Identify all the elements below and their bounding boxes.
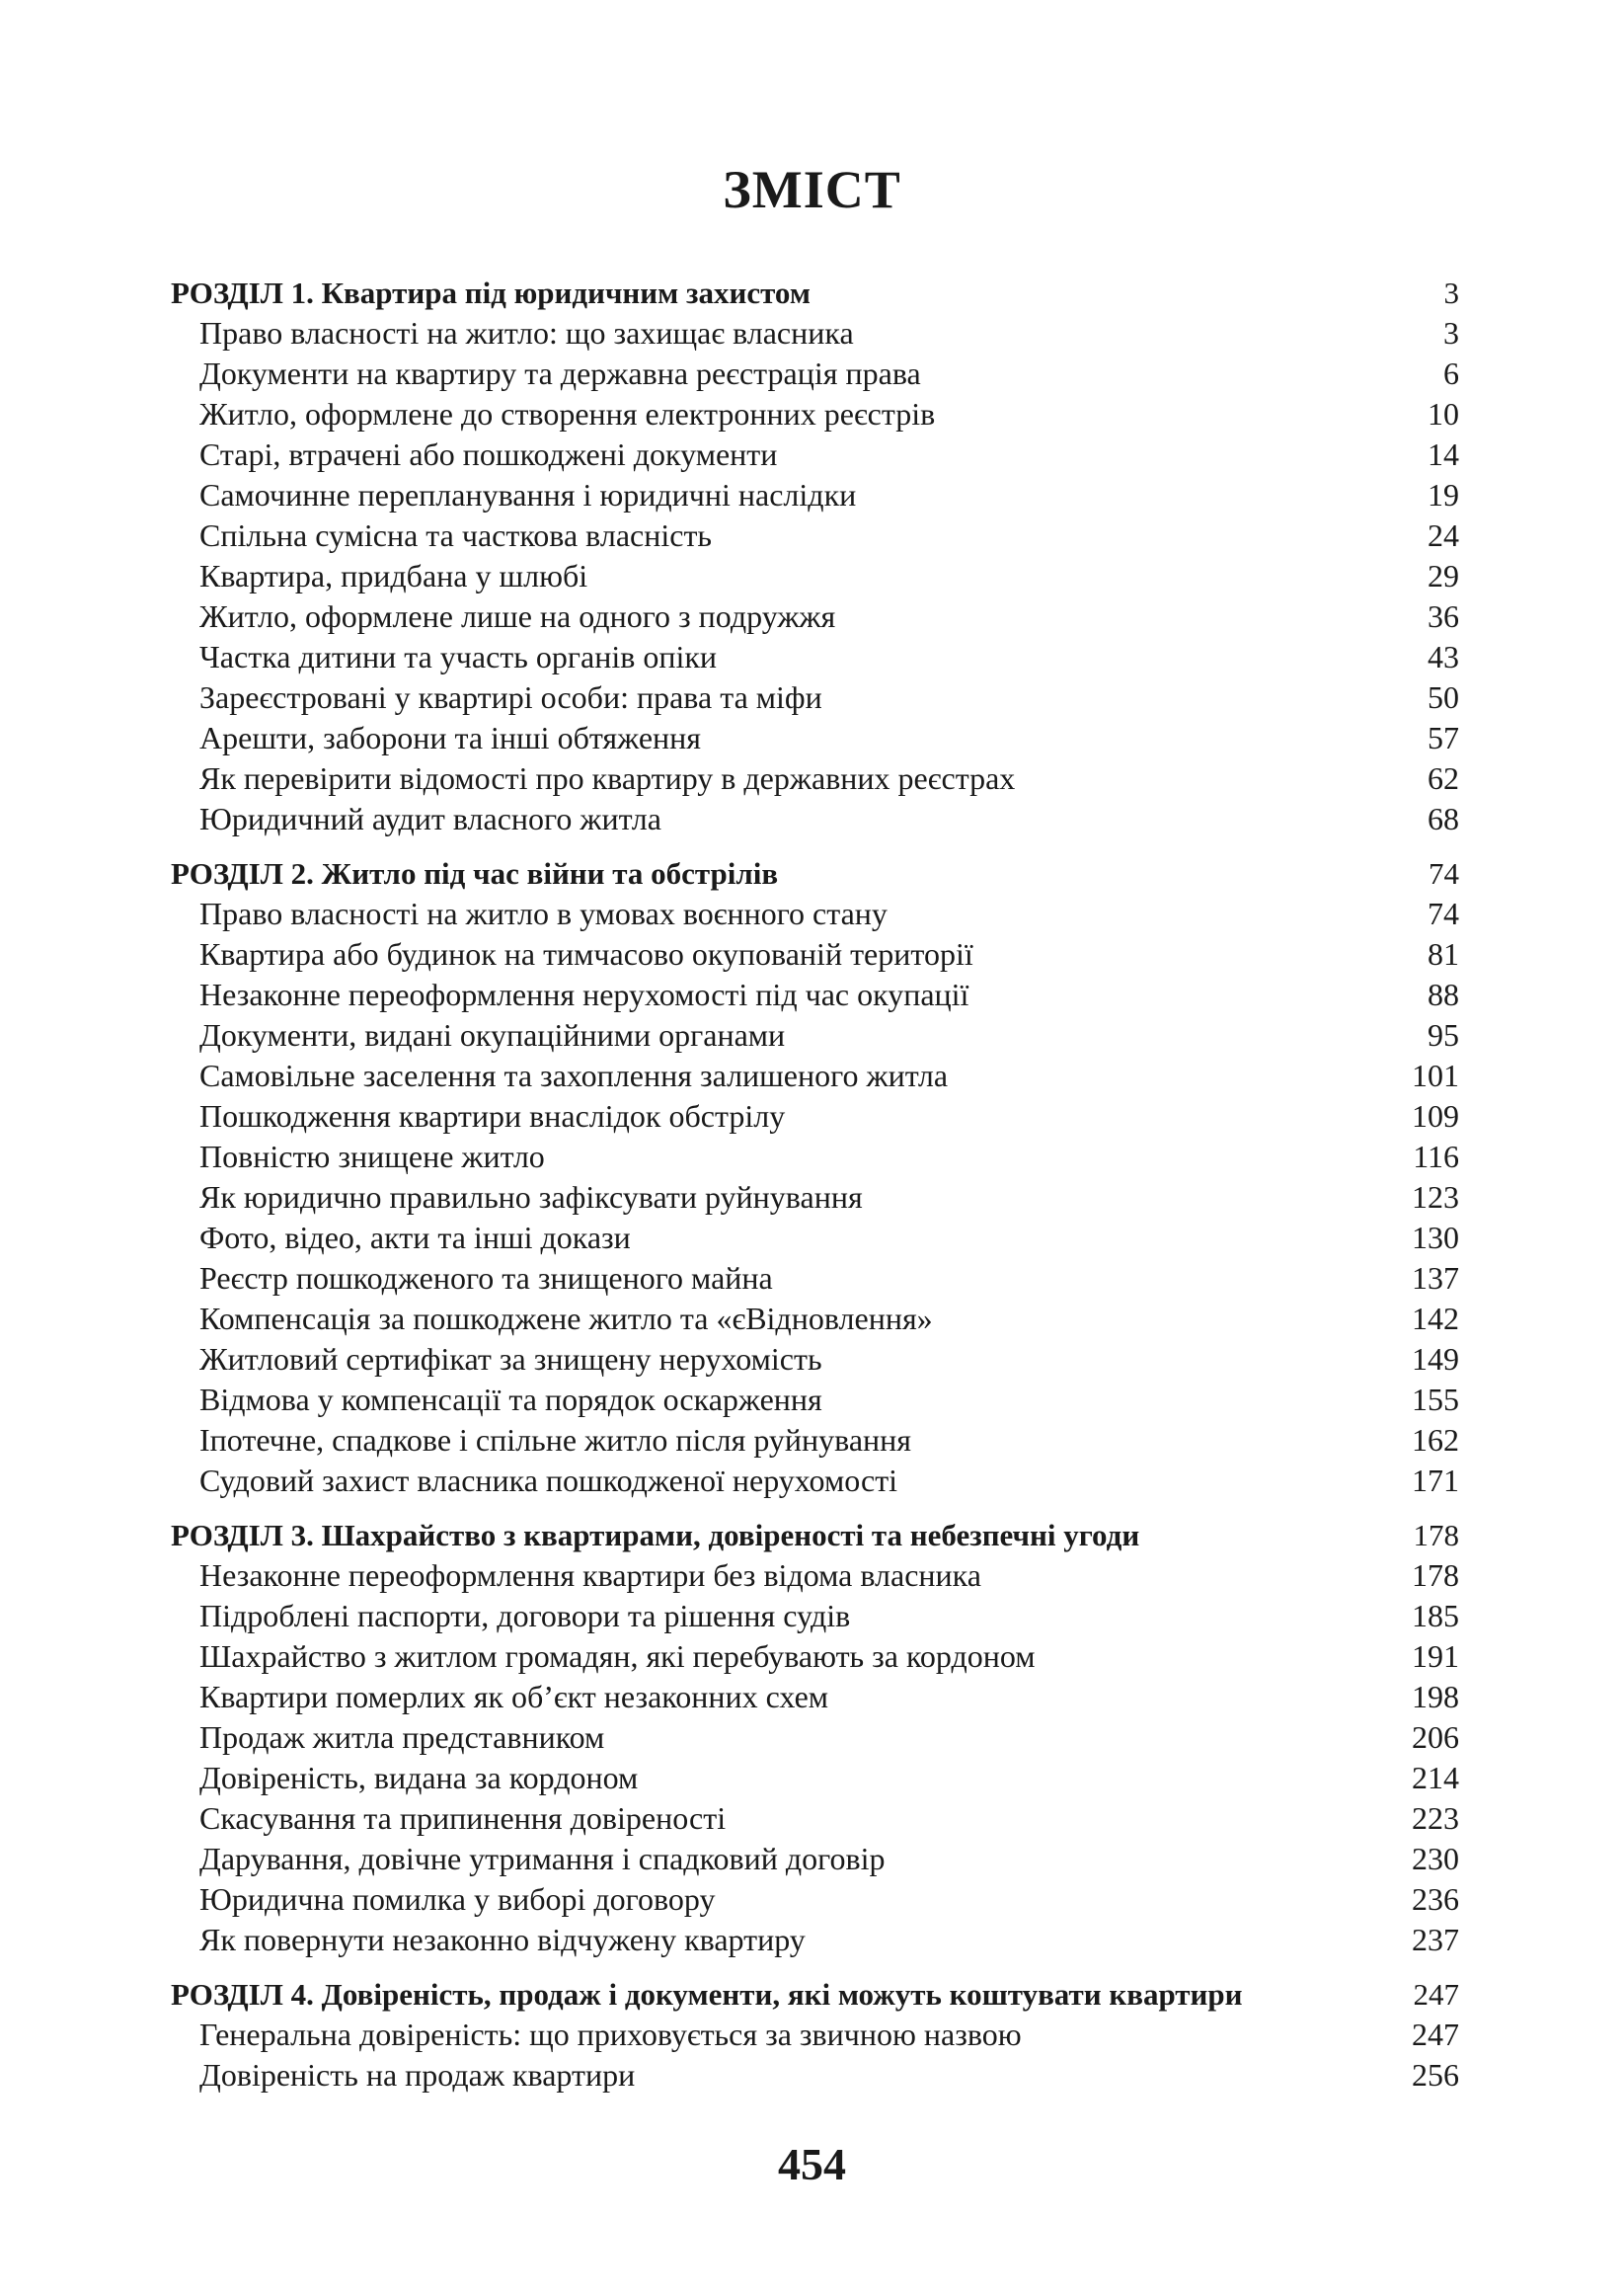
- toc-item: [171, 1677, 1459, 1717]
- toc-item: [171, 1758, 1459, 1798]
- toc-page-number: 19: [1428, 477, 1459, 513]
- toc-entry-title: Шахрайство з житлом громадян, які перебувають за кордоном: [199, 1638, 1036, 1674]
- toc-item: [171, 894, 1459, 934]
- toc-item: [171, 1798, 1459, 1839]
- toc-item: [171, 475, 1459, 515]
- page-number: 454: [778, 2139, 846, 2189]
- toc-entry-title: Квартири померлих як об’єкт незаконних схем: [199, 1679, 829, 1714]
- toc-section: [171, 1974, 1459, 2096]
- toc-item: [171, 435, 1459, 475]
- toc-item: [171, 2055, 1459, 2096]
- toc-entry-title: РОЗДІЛ 3. Шахрайство з квартирами, довіреності та небезпечні угоди: [171, 1518, 1140, 1552]
- toc-entry-title: Право власності на житло в умовах воєнного стану: [199, 896, 888, 931]
- toc-entry-title: Генеральна довіреність: що приховується за звичною назвою: [199, 2017, 1022, 2052]
- toc-entry-title: Довіреність на продаж квартири: [199, 2057, 636, 2093]
- toc-page-number: 256: [1412, 2057, 1459, 2093]
- toc-page-number: 116: [1413, 1139, 1459, 1174]
- toc-page-number: 149: [1412, 1341, 1459, 1377]
- toc-entry-title: Житло, оформлене до створення електронних реєстрів: [199, 396, 936, 432]
- toc-entry-title: Юридична помилка у виборі договору: [199, 1881, 716, 1917]
- toc-item: [171, 354, 1459, 394]
- toc-item: [171, 975, 1459, 1015]
- toc-entry-title: Житло, оформлене лише на одного з подружжя: [199, 598, 836, 634]
- toc-page-number: 155: [1412, 1382, 1459, 1417]
- toc-item: [171, 1137, 1459, 1177]
- toc-entry-title: Право власності на житло: що захищає власника: [199, 315, 854, 351]
- toc-section-heading: [171, 853, 1459, 894]
- toc-page-number: 68: [1428, 801, 1459, 836]
- toc-item: [171, 1717, 1459, 1758]
- toc-item: [171, 677, 1459, 718]
- toc-page-number: 3: [1443, 276, 1459, 310]
- toc-entry-title: Фото, відео, акти та інші докази: [199, 1220, 631, 1255]
- toc-page-number: 236: [1412, 1881, 1459, 1917]
- toc-entry-title: Незаконне переоформлення нерухомості під час окупації: [199, 977, 969, 1012]
- toc-section-heading: [171, 1515, 1459, 1555]
- toc-page-number: 206: [1412, 1719, 1459, 1755]
- toc-item: [171, 1879, 1459, 1920]
- toc-entry-title: Квартира або будинок на тимчасово окупованій території: [199, 936, 973, 972]
- toc-item: [171, 1096, 1459, 1137]
- toc-page-number: 50: [1428, 679, 1459, 715]
- toc-page-number: 185: [1412, 1598, 1459, 1633]
- toc-page-number: 6: [1443, 356, 1459, 391]
- toc-entry-title: Юридичний аудит власного житла: [199, 801, 661, 836]
- toc-section: [171, 1515, 1459, 1960]
- toc-entry-title: Відмова у компенсації та порядок оскарження: [199, 1382, 822, 1417]
- toc-entry-title: Повністю знищене житло: [199, 1139, 545, 1174]
- toc-page-number: 24: [1428, 517, 1459, 553]
- toc-item: [171, 1299, 1459, 1339]
- toc-entry-title: Частка дитини та участь органів опіки: [199, 639, 718, 674]
- toc-entry-title: Як перевірити відомості про квартиру в державних реєстрах: [199, 760, 1016, 796]
- toc-page-number: 36: [1428, 598, 1459, 634]
- toc-entry-title: РОЗДІЛ 1. Квартира під юридичним захистом: [171, 276, 811, 310]
- toc-page-number: 247: [1412, 2017, 1459, 2052]
- toc-entry-title: Незаконне переоформлення квартири без відома власника: [199, 1557, 981, 1593]
- toc-entry-title: Довіреність, видана за кордоном: [199, 1760, 639, 1795]
- toc-page-number: 214: [1412, 1760, 1459, 1795]
- toc-item: [171, 799, 1459, 839]
- toc-item: [171, 2015, 1459, 2055]
- toc-item: [171, 934, 1459, 975]
- toc-page-number: 101: [1412, 1058, 1459, 1093]
- toc-item: [171, 718, 1459, 758]
- toc-entry-title: Іпотечне, спадкове і спільне житло після руйнування: [199, 1422, 912, 1458]
- toc-page-number: 198: [1412, 1679, 1459, 1714]
- toc-item: [171, 1555, 1459, 1596]
- toc-item: [171, 1339, 1459, 1380]
- toc-section: [171, 853, 1459, 1501]
- toc-page-number: 237: [1412, 1922, 1459, 1957]
- toc-entry-title: Як юридично правильно зафіксувати руйнування: [199, 1179, 863, 1215]
- toc-entry-title: Судовий захист власника пошкодженої нерухомості: [199, 1463, 898, 1498]
- toc-item: [171, 1380, 1459, 1420]
- toc-item: [171, 596, 1459, 637]
- toc-page-number: 247: [1413, 1977, 1459, 2012]
- toc-entry-title: Підроблені паспорти, договори та рішення судів: [199, 1598, 851, 1633]
- toc-item: [171, 1920, 1459, 1960]
- toc-page-number: 223: [1412, 1800, 1459, 1836]
- toc-item: [171, 1596, 1459, 1636]
- toc-page-number: 29: [1428, 558, 1459, 594]
- toc-item: [171, 1258, 1459, 1299]
- table-of-contents: [171, 273, 1459, 2109]
- toc-page-number: 130: [1412, 1220, 1459, 1255]
- toc-page-number: 95: [1428, 1017, 1459, 1053]
- page-title: ЗМІСТ: [723, 160, 901, 219]
- toc-item: [171, 1461, 1459, 1501]
- toc-page-number: 14: [1428, 436, 1459, 472]
- toc-item: [171, 1015, 1459, 1056]
- toc-page-number: 142: [1412, 1301, 1459, 1336]
- toc-page-number: 74: [1429, 856, 1459, 891]
- toc-page-number: 162: [1412, 1422, 1459, 1458]
- toc-entry-title: Реєстр пошкодженого та знищеного майна: [199, 1260, 773, 1296]
- toc-entry-title: Самовільне заселення та захоплення залишеного житла: [199, 1058, 949, 1093]
- toc-item: [171, 556, 1459, 596]
- toc-item: [171, 1420, 1459, 1461]
- toc-page-number: 137: [1412, 1260, 1459, 1296]
- toc-page-number: 3: [1443, 315, 1459, 351]
- toc-page-number: 178: [1412, 1557, 1459, 1593]
- toc-item: [171, 1056, 1459, 1096]
- toc-entry-title: Пошкодження квартири внаслідок обстрілу: [199, 1098, 786, 1134]
- toc-item: [171, 758, 1459, 799]
- toc-page-number: 81: [1428, 936, 1459, 972]
- toc-entry-title: Арешти, заборони та інші обтяження: [199, 720, 701, 755]
- toc-entry-title: Компенсація за пошкоджене житло та «єВідновлення»: [199, 1301, 933, 1336]
- toc-entry-title: Як повернути незаконно відчужену квартиру: [199, 1922, 806, 1957]
- toc-entry-title: Продаж житла представником: [199, 1719, 605, 1755]
- toc-item: [171, 637, 1459, 677]
- toc-section-heading: [171, 1974, 1459, 2015]
- toc-item: [171, 1218, 1459, 1258]
- toc-page-number: 88: [1428, 977, 1459, 1012]
- toc-entry-title: Дарування, довічне утримання і спадковий договір: [199, 1841, 886, 1876]
- toc-page-number: 10: [1428, 396, 1459, 432]
- toc-page-number: 191: [1412, 1638, 1459, 1674]
- toc-page-number: 109: [1412, 1098, 1459, 1134]
- toc-item: [171, 394, 1459, 435]
- toc-entry-title: Спільна сумісна та часткова власність: [199, 517, 713, 553]
- toc-entry-title: РОЗДІЛ 2. Житло під час війни та обстрілів: [171, 856, 779, 891]
- toc-page-number: 43: [1428, 639, 1459, 674]
- toc-entry-title: Житловий сертифікат за знищену нерухомість: [199, 1341, 822, 1377]
- toc-entry-title: Документи, видані окупаційними органами: [199, 1017, 786, 1053]
- toc-item: [171, 1636, 1459, 1677]
- toc-page-number: 74: [1428, 896, 1459, 931]
- toc-entry-title: Старі, втрачені або пошкоджені документи: [199, 436, 778, 472]
- toc-entry-title: Документи на квартиру та державна реєстрація права: [199, 356, 921, 391]
- toc-page-number: 171: [1412, 1463, 1459, 1498]
- toc-item: [171, 1177, 1459, 1218]
- toc-page-number: 57: [1428, 720, 1459, 755]
- toc-item: [171, 313, 1459, 354]
- toc-item: [171, 515, 1459, 556]
- toc-entry-title: Зареєстровані у квартирі особи: права та міфи: [199, 679, 822, 715]
- toc-entry-title: Скасування та припинення довіреності: [199, 1800, 727, 1836]
- toc-page-number: 178: [1413, 1518, 1459, 1552]
- toc-page-number: 62: [1428, 760, 1459, 796]
- toc-section-heading: [171, 273, 1459, 313]
- toc-page-number: 230: [1412, 1841, 1459, 1876]
- toc-page-number: 123: [1412, 1179, 1459, 1215]
- toc-item: [171, 1839, 1459, 1879]
- toc-entry-title: РОЗДІЛ 4. Довіреність, продаж і документи, які можуть коштувати квартири: [171, 1977, 1243, 2012]
- toc-entry-title: Квартира, придбана у шлюбі: [199, 558, 588, 594]
- toc-entry-title: Самочинне перепланування і юридичні наслідки: [199, 477, 857, 513]
- toc-section: [171, 273, 1459, 839]
